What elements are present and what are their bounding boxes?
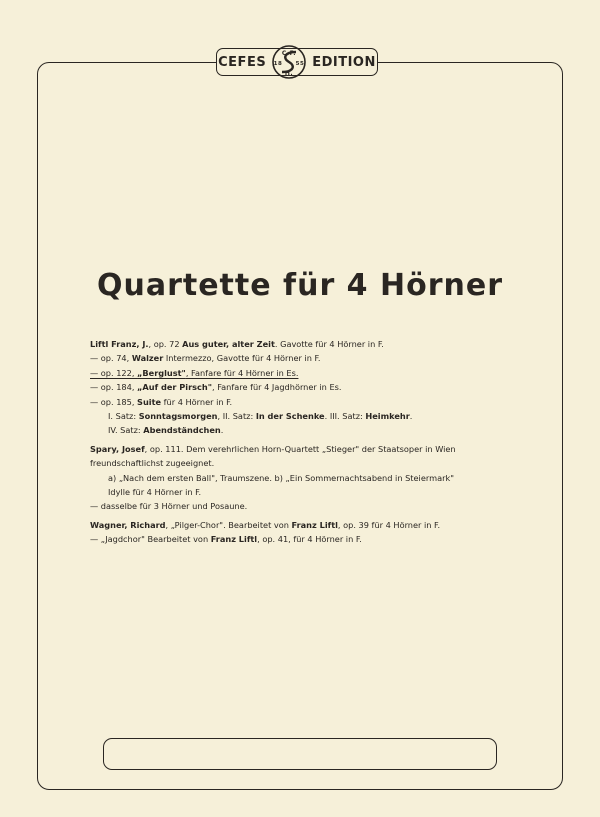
seal-right-text: 55 xyxy=(295,61,305,67)
list-item-movements: I. Satz: Sonntagsmorgen, II. Satz: In der Schenke. III. Satz: Heimkehr. xyxy=(108,411,413,422)
list-item: Liftl Franz, J., op. 72 Aus guter, alter Zeit. Gavotte für 4 Hörner in F. xyxy=(90,339,384,349)
movement-title: Abendständchen xyxy=(143,425,221,436)
arranger-name: Franz Liftl xyxy=(210,534,258,545)
movement-title: Heimkehr xyxy=(365,411,410,422)
movement-title: Sonntagsmorgen xyxy=(138,411,218,422)
list-item-movements: IV. Satz: Abendständchen. xyxy=(108,425,224,436)
list-item: — op. 184, „Auf der Pirsch", Fanfare für 4 Jagdhörner in Es. xyxy=(90,382,342,393)
work-list xyxy=(90,337,530,547)
logo-left-text: CEFES xyxy=(218,54,267,70)
composer-name: Spary, Josef xyxy=(90,443,145,454)
work-title: „Auf der Pirsch" xyxy=(137,382,212,393)
work-title: Suite xyxy=(137,396,162,407)
work-title: „Berglust" xyxy=(137,367,186,378)
list-item: Wagner, Richard, „Pilger-Chor". Bearbeitet von Franz Liftl, op. 39 für 4 Hörner in F. xyxy=(90,519,441,530)
movement-title: In der Schenke xyxy=(255,411,325,422)
seal-top-text: C.F. xyxy=(282,50,297,57)
list-item-highlighted: — op. 122, „Berglust", Fanfare für 4 Hörner in Es. xyxy=(90,367,299,378)
seal-bottom-text: H. xyxy=(285,70,294,77)
composer-name: Liftl Franz, J. xyxy=(90,339,149,349)
seal-left-text: 18 xyxy=(273,61,283,67)
page-title: Quartette für 4 Hörner xyxy=(96,268,504,303)
publisher-box xyxy=(103,738,497,770)
work-title: Walzer xyxy=(131,353,164,364)
list-item: — op. 185, Suite für 4 Hörner in F. xyxy=(90,396,233,407)
logo-right-text: EDITION xyxy=(312,54,376,70)
list-item: freundschaftlichst zugeeignet. xyxy=(90,458,215,469)
list-item: — op. 74, Walzer Intermezzo, Gavotte für 4 Hörner in F. xyxy=(90,353,321,364)
list-item: — „Jagdchor" Bearbeitet von Franz Liftl, op. 41, für 4 Hörner in F. xyxy=(90,534,362,545)
cefes-edition-logo xyxy=(216,48,378,76)
work-title: Aus guter, alter Zeit xyxy=(182,339,275,349)
list-item: — dasselbe für 3 Hörner und Posaune. xyxy=(90,501,248,512)
list-item: Spary, Josef, op. 111. Dem verehrlichen Horn-Quartett „Stieger" der Staatsoper in Wien xyxy=(90,443,456,454)
list-item: a) „Nach dem ersten Ball", Traumszene. b) „Ein Sommernachtsabend in Steiermark" xyxy=(108,472,454,483)
seal-icon xyxy=(270,43,308,81)
composer-name: Wagner, Richard xyxy=(90,519,166,530)
list-item: Idylle für 4 Hörner in F. xyxy=(108,487,202,498)
arranger-name: Franz Liftl xyxy=(291,519,338,530)
